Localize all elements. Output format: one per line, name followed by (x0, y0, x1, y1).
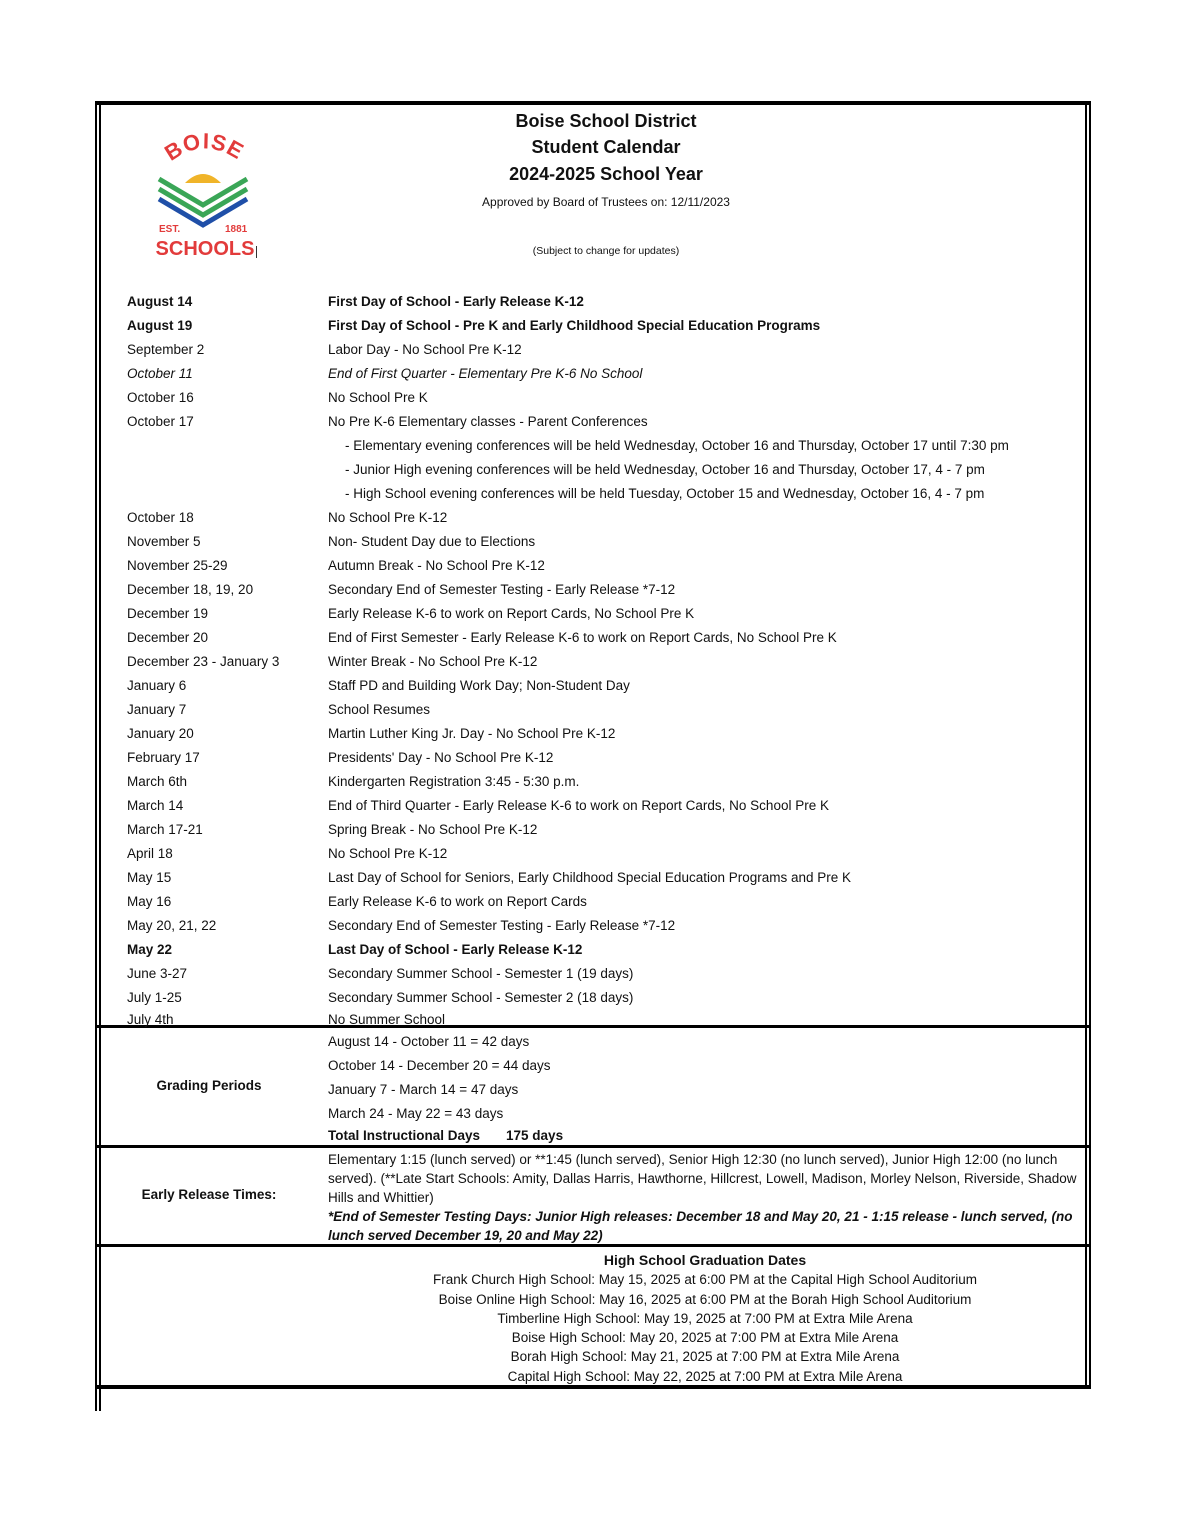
boise-schools-logo (155, 133, 255, 261)
event-description: Last Day of School for Seniors, Early Childhood Special Education Programs and Pre K (328, 869, 852, 885)
event-date: July 1-25 (127, 989, 182, 1005)
event-date: December 20 (127, 629, 209, 645)
text-cursor-mark (256, 246, 257, 258)
event-description: Secondary End of Semester Testing - Early Release *7-12 (328, 581, 676, 597)
event-description: No School Pre K-12 (328, 845, 448, 861)
event-subnote: - Elementary evening conferences will be held Wednesday, October 16 and Thursday, October 17 until 7:30 pm (345, 437, 1009, 453)
graduation-item: Capital High School: May 22, 2025 at 7:00 PM at Extra Mile Arena (507, 1368, 903, 1384)
frame-right-border-inner (1085, 101, 1087, 1388)
event-row (127, 889, 1077, 913)
event-date: October 17 (127, 413, 194, 429)
event-date: July 4th (127, 1011, 174, 1027)
event-description: End of First Quarter - Elementary Pre K-6 No School (328, 365, 643, 381)
event-description: Non- Student Day due to Elections (328, 533, 536, 549)
event-row (127, 409, 1077, 433)
event-row (127, 337, 1077, 361)
district-name: Boise School District (515, 111, 697, 131)
event-description: Winter Break - No School Pre K-12 (328, 653, 538, 669)
event-row (127, 505, 1077, 529)
event-description: Labor Day - No School Pre K-12 (328, 341, 522, 357)
event-description: Spring Break - No School Pre K-12 (328, 821, 538, 837)
event-date: January 6 (127, 677, 187, 693)
event-date: March 14 (127, 797, 184, 813)
event-date: November 5 (127, 533, 201, 549)
graduation-item: Borah High School: May 21, 2025 at 7:00 PM at Extra Mile Arena (510, 1349, 900, 1365)
event-row (127, 529, 1077, 553)
event-date: October 18 (127, 509, 194, 525)
calendar-title: Student Calendar (531, 137, 681, 157)
logo-bottom-text: SCHOOLS (155, 238, 255, 260)
event-description: Early Release K-6 to work on Report Cards (328, 893, 587, 909)
frame-top-border (95, 101, 1091, 105)
event-description: No School Pre K (328, 389, 428, 405)
event-row (127, 817, 1077, 841)
event-description: First Day of School - Pre K and Early Childhood Special Education Programs (328, 317, 821, 333)
early-release-text: Elementary 1:15 (lunch served) or **1:45 (lunch served), Senior High 12:30 (no lunch served), Junior High 12:00 (no lunch served). (**Late Start Schools: Amity, Dallas Harris, Hawthorne, Hillcrest, Lowell, Madison, Morley Nelson, Riverside, Shadow Hills and Whittier) (328, 1152, 1077, 1205)
grading-periods-label: Grading Periods (156, 1078, 262, 1093)
event-row (127, 577, 1077, 601)
events-list (127, 289, 1077, 1029)
event-row (127, 289, 1077, 313)
logo-est-year: 1881 (225, 224, 248, 235)
event-row (127, 625, 1077, 649)
event-subnote-row (127, 481, 1077, 505)
event-row (127, 697, 1077, 721)
graduation-item: Boise High School: May 20, 2025 at 7:00 PM at Extra Mile Arena (511, 1330, 899, 1346)
event-date: January 20 (127, 725, 194, 741)
event-date: March 6th (127, 773, 188, 789)
logo-top-text: BOISE (160, 133, 249, 166)
event-date: December 18, 19, 20 (127, 581, 254, 597)
graduation-item: Timberline High School: May 19, 2025 at 7:00 PM at Extra Mile Arena (497, 1310, 913, 1326)
event-date: January 7 (127, 701, 187, 717)
event-row (127, 793, 1077, 817)
total-value: 175 days (506, 1128, 564, 1143)
event-subnote-row (127, 457, 1077, 481)
event-description: Secondary Summer School - Semester 1 (19 days) (328, 965, 634, 981)
event-row (127, 649, 1077, 673)
event-description: Presidents' Day - No School Pre K-12 (328, 749, 554, 765)
event-description: Secondary Summer School - Semester 2 (18 days) (328, 989, 634, 1005)
event-description: Autumn Break - No School Pre K-12 (328, 557, 545, 573)
event-subnote-row (127, 433, 1077, 457)
event-date: June 3-27 (127, 965, 188, 981)
grading-period: October 14 - December 20 = 44 days (328, 1058, 551, 1073)
event-row (127, 961, 1077, 985)
event-date: October 11 (127, 365, 193, 381)
event-date: May 16 (127, 893, 172, 909)
event-description: End of Third Quarter - Early Release K-6 to work on Report Cards, No School Pre K (328, 797, 829, 813)
school-year: 2024-2025 School Year (509, 164, 703, 184)
event-row (127, 385, 1077, 409)
event-row (127, 1009, 1077, 1029)
event-subnote: - High School evening conferences will be held Tuesday, October 15 and Wednesday, October 16, 4 - 7 pm (345, 485, 985, 501)
grading-periods (328, 1030, 1028, 1146)
event-row (127, 745, 1077, 769)
total-instructional-days (328, 1126, 1028, 1146)
event-description: Martin Luther King Jr. Day - No School Pre K-12 (328, 725, 616, 741)
event-row (127, 673, 1077, 697)
grading-period: August 14 - October 11 = 42 days (328, 1034, 530, 1049)
event-date: May 15 (127, 869, 172, 885)
testing-days-note: *End of Semester Testing Days: Junior High releases: December 18 and May 20, 21 - 1:15 release - lunch served, (no lunch served December 19, 20 and May 22) (328, 1209, 1073, 1243)
event-description: Early Release K-6 to work on Report Cards, No School Pre K (328, 605, 695, 621)
approval-note: Approved by Board of Trustees on: 12/11/2023 (482, 195, 730, 209)
frame-right-border (1089, 101, 1091, 1388)
event-description: No School Pre K-12 (328, 509, 448, 525)
svg-text:BOISE (160, 133, 248, 166)
subject-to-change-note: (Subject to change for updates) (532, 245, 680, 257)
event-description: End of First Semester - Early Release K-6 to work on Report Cards, No School Pre K (328, 629, 837, 645)
graduation-heading: High School Graduation Dates (603, 1252, 807, 1268)
event-row (127, 769, 1077, 793)
event-description: Staff PD and Building Work Day; Non-Student Day (328, 677, 630, 693)
total-label: Total Instructional Days (328, 1128, 481, 1143)
grading-period: January 7 - March 14 = 47 days (328, 1082, 519, 1097)
event-row (127, 601, 1077, 625)
event-date: August 14 (127, 293, 193, 309)
graduation-item: Boise Online High School: May 16, 2025 at 6:00 PM at the Borah High School Auditorium (438, 1291, 972, 1307)
event-row (127, 865, 1077, 889)
event-date: February 17 (127, 749, 200, 765)
event-date: August 19 (127, 317, 193, 333)
graduation-item: Frank Church High School: May 15, 2025 at 6:00 PM at the Capital High School Auditorium (432, 1272, 978, 1288)
event-date: May 20, 21, 22 (127, 917, 217, 933)
grading-period: March 24 - May 22 = 43 days (328, 1106, 504, 1121)
event-date: April 18 (127, 845, 173, 861)
event-date: October 16 (127, 389, 194, 405)
event-description: No Summer School (328, 1011, 446, 1027)
event-description: Secondary End of Semester Testing - Early Release *7-12 (328, 917, 676, 933)
event-row (127, 841, 1077, 865)
event-description: School Resumes (328, 701, 431, 717)
early-release-times (328, 1150, 1080, 1245)
event-date: September 2 (127, 341, 205, 357)
event-date: December 19 (127, 605, 209, 621)
event-date: March 17-21 (127, 821, 203, 837)
event-row (127, 361, 1077, 385)
event-row (127, 721, 1077, 745)
sun-icon (185, 174, 221, 183)
frame-left-border (95, 101, 97, 1411)
event-date: May 22 (127, 941, 173, 957)
event-date: November 25-29 (127, 557, 228, 573)
event-subnote: - Junior High evening conferences will be held Wednesday, October 16 and Thursday, October 17, 4 - 7 pm (345, 461, 985, 477)
event-row (127, 913, 1077, 937)
early-release-label: Early Release Times: (141, 1187, 277, 1202)
logo-est-label: EST. (159, 224, 181, 235)
event-description: First Day of School - Early Release K-12 (328, 293, 584, 309)
event-description: Kindergarten Registration 3:45 - 5:30 p.m. (328, 773, 580, 789)
event-row (127, 937, 1077, 961)
frame-left-border-inner (99, 101, 101, 1411)
event-description: Last Day of School - Early Release K-12 (328, 941, 583, 957)
event-row (127, 313, 1077, 337)
graduation-dates (300, 1251, 1110, 1386)
event-row (127, 553, 1077, 577)
event-description: No Pre K-6 Elementary classes - Parent Conferences (328, 413, 648, 429)
event-date: December 23 - January 3 (127, 653, 280, 669)
event-row (127, 985, 1077, 1009)
